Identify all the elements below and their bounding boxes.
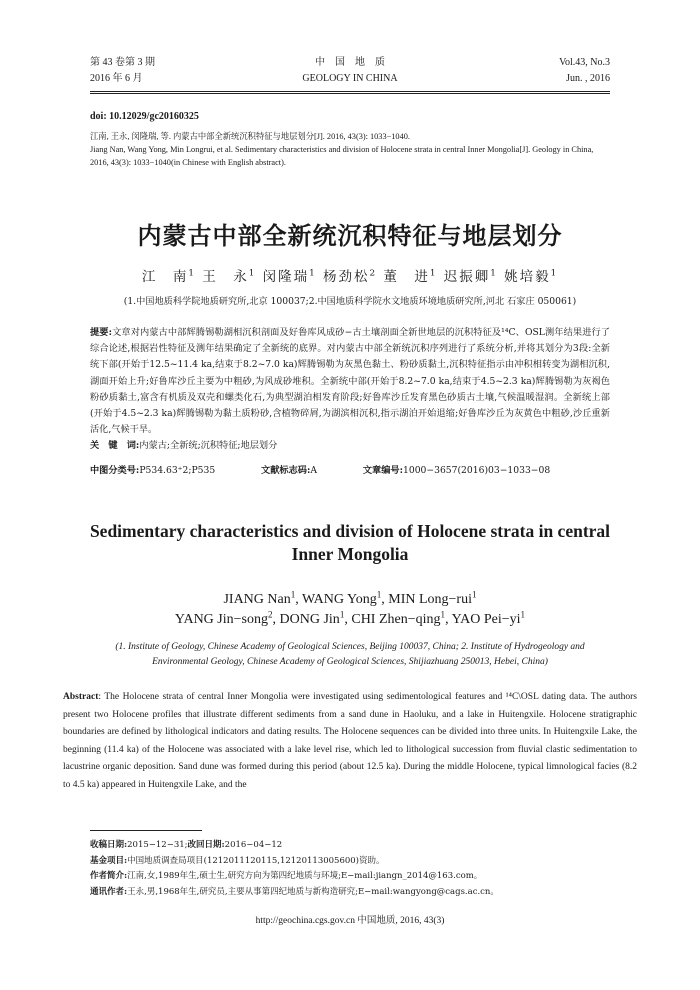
author-affiliation-mark: 1 (520, 609, 526, 620)
author-affiliation-mark: 1 (339, 609, 345, 620)
clc-label: 中图分类号: (90, 465, 140, 476)
author-affiliation-mark: 2 (369, 268, 378, 279)
footnote-author-bio (90, 869, 610, 885)
author-affiliation-mark: 2 (267, 609, 273, 620)
authors-en (0, 590, 700, 630)
footnote-corresponding (90, 885, 610, 901)
header-rule (90, 91, 610, 92)
corresponding-label: 通讯作者: (90, 886, 128, 897)
citation-cn: 江南, 王永, 闵隆瑞, 等. 内蒙古中部全新统沉积特征与地层划分[J]. 2016, 43(3): 1033−1040. (90, 132, 410, 141)
author-affiliation-mark: 1 (440, 609, 446, 620)
journal-name-en: GEOLOGY IN CHINA (302, 73, 398, 84)
author-affiliation-mark: 1 (429, 268, 438, 279)
header-right (559, 55, 610, 87)
author-affiliation-mark: 1 (248, 268, 257, 279)
author-name: 王 永 (202, 269, 249, 285)
author-name: JIANG Nan (223, 592, 291, 607)
authors-cn (0, 265, 700, 285)
authors-en-line2: YANG Jin−song$^2$, DONG Jin$^1$, CHI Zhen−qing$^1$, YAO $Pei-yi^1$ (174, 609, 526, 627)
classification-row (90, 462, 550, 476)
author-name: YANG Jin−song (174, 612, 268, 627)
abstract-cn (90, 325, 610, 455)
article-no-value: 1000−3657(2016)03−1033−08 (403, 465, 551, 476)
author-name: WANG Yong (302, 592, 377, 607)
author-affiliation-mark: 1 (490, 268, 498, 279)
author-name: MIN Long−rui (388, 592, 472, 607)
abstract-en (63, 689, 637, 795)
abstract-cn-text: 文章对内蒙古中部辉腾锡勒湖相沉积剖面及好鲁库风成砂−古土壤剖面全新世地层的沉积特征及¹⁴C、OSL测年结果进行了综合论述,根据岩性特征及测年结果确定了全新统的底界。对内蒙古中部全新统沉积序列进行了系统分析,并将其划分为3段:全新统下部(开始于12.5~11.4 ka,结束于8.2~7.0 ka)辉腾锡勒为灰黑色黏土、粉砂质黏土,沉积特征指示由冲积相转变为湖相沉积,湖面开始上升;好鲁库沙丘主要为中粗砂,为风成砂堆积。全新统中部(开始于8.2~7.0 ka,结束于4.5~2.3 ka)辉腾锡勒为灰褐色粉砂质黏土,富含有机质及双壳和螺类化石,为典型湖泊相发育阶段;好鲁库沙丘发育黑色砂质古土壤,气候温暖湿润。全新统上部(开始于4.5~2.3 ka)辉腾锡勒为黏土质粉砂,含植物碎屑,为湖滨相沉积,指示湖泊开始退缩;好鲁库沙丘为灰黄色中粗砂,沙丘重新活化,气候干旱。 (90, 327, 610, 436)
received-date: 2015−12−31; (127, 840, 188, 850)
author-name: CHI Zhen−qing (351, 612, 441, 627)
footnote-funding (90, 854, 610, 870)
affiliation-cn: (1.中国地质科学院地质研究所,北京 100037;2.中国地质科学院水文地质环境地质研究所,河北 石家庄 050061) (123, 296, 577, 307)
author-name: 姚培毅 (504, 269, 551, 285)
citation-en: Jiang Nan, Wang Yong, Min Longrui, et al. Sedimentary characteristics and division of Holocene strata in central Inner Mongolia[J]. Geology in China, 2016, 43(3): 1033−1040(in Chinese with English abstract). (90, 145, 594, 167)
author-bio-label: 作者简介: (90, 871, 128, 881)
article-no-label: 文章编号: (362, 465, 404, 476)
abstract-en-text: : The Holocene strata of central Inner Mongolia were investigated using sedimentological features and ¹⁴C\OSL dating data. The authors present two Holocene profiles that illustrate different sediments from a sand dune in Haoluku, and a lake in Huitengxile. Holocene stratigraphic boundaries are defined by lithological indicators and dating results. The Holocene sequences can be divided into three units. In Huitengxile Lake, the beginning (11.4 ka) of the Holocene was associated with a lake level rise, which led to lithological succession from fluvial clastic sedimentation to lacustrine organic deposition. Sand dune was formed during this period (about 12.5 ka). During the middle Holocene, typical limnological facies (8.2 to 4.5 ka) appeared in Huitengxile Lake, and the (63, 692, 637, 790)
author-name: DONG Jin (279, 612, 340, 627)
running-header (90, 55, 610, 89)
page-footer[interactable]: http://geochina.cgs.gov.cn 中国地质, 2016, 43(3) (255, 916, 445, 926)
abstract-cn-label: 提要: (90, 327, 112, 338)
revised-date: 2016−04−12 (224, 840, 283, 850)
citation-block (90, 130, 610, 169)
author-name: 闵隆瑞 (262, 269, 310, 285)
author-affiliation-mark: 1 (188, 268, 196, 279)
author-name: 董 进 (383, 269, 430, 285)
abstract-en-label: Abstract (63, 692, 99, 702)
funding-text: 中国地质调查局项目(1212011120115,12120113005600)资助。 (127, 855, 385, 866)
authors-en-line1: JIANG Nan$^1$, WANG Yong$^1$, MIN Long−rui$^1$ (223, 589, 477, 607)
author-affiliation-mark: 1 (376, 589, 382, 600)
author-affiliation-mark: 1 (550, 268, 559, 279)
clc-value: P534.63⁺2;P535 (139, 465, 216, 476)
author-name: YAO Pei−yi (451, 612, 521, 627)
keywords-label: 关 键 词: (90, 440, 140, 452)
footnote-dates (90, 838, 610, 854)
journal-name-cn: 中 国 地 质 (315, 57, 385, 68)
author-name: 江 南 (141, 269, 189, 285)
corresponding-text: 王永,男,1968年生,研究员,主要从事第四纪地质与新构造研究;E−mail:wangyong@cags.ac.cn。 (127, 886, 499, 897)
header-date-en: Jun. , 2016 (566, 73, 610, 84)
author-affiliation-mark: 1 (309, 268, 317, 279)
funding-label: 基金项目: (90, 855, 128, 866)
author-affiliation-mark: 1 (290, 589, 296, 600)
header-vol-en: Vol.43, No.3 (559, 57, 610, 68)
doc-code-value: A (310, 465, 318, 476)
author-affiliation-mark: 1 (471, 589, 477, 600)
revised-label: 改回日期: (187, 840, 225, 850)
footnote-rule (90, 830, 202, 831)
doc-code-label: 文献标志码: (261, 465, 311, 476)
doi[interactable]: doi: 10.12029/gc20160325 (90, 111, 199, 122)
header-center (90, 55, 610, 87)
keywords-text: 内蒙古;全新统;沉积特征;地层划分 (139, 440, 278, 452)
author-bio-text: 江南,女,1989年生,硕士生,研究方向为第四纪地质与环境;E−mail:jiangn_2014@163.com。 (127, 871, 483, 881)
footnotes (90, 838, 610, 900)
header-volume-issue: 第 43 卷第 3 期 (90, 57, 155, 68)
received-label: 收稿日期: (90, 840, 128, 850)
header-rule-thin (90, 93, 610, 94)
author-name: 杨劲松 (322, 269, 370, 285)
affiliation-en: (1. Institute of Geology, Chinese Academy of Geological Sciences, Beijing 100037, China; 2. Institute of Hydrogeology and Environmental Geology, Chinese Academy of Geological Sciences, Shijiazhuang 250013, Hebei, China) (115, 642, 585, 667)
title-cn: 内蒙古中部全新统沉积特征与地层划分 (137, 222, 563, 250)
author-name: 迟振卿 (443, 269, 491, 285)
title-en: Sedimentary characteristics and division of Holocene strata in central Inner Mongolia (89, 521, 611, 564)
header-date-cn: 2016 年 6 月 (90, 73, 143, 84)
